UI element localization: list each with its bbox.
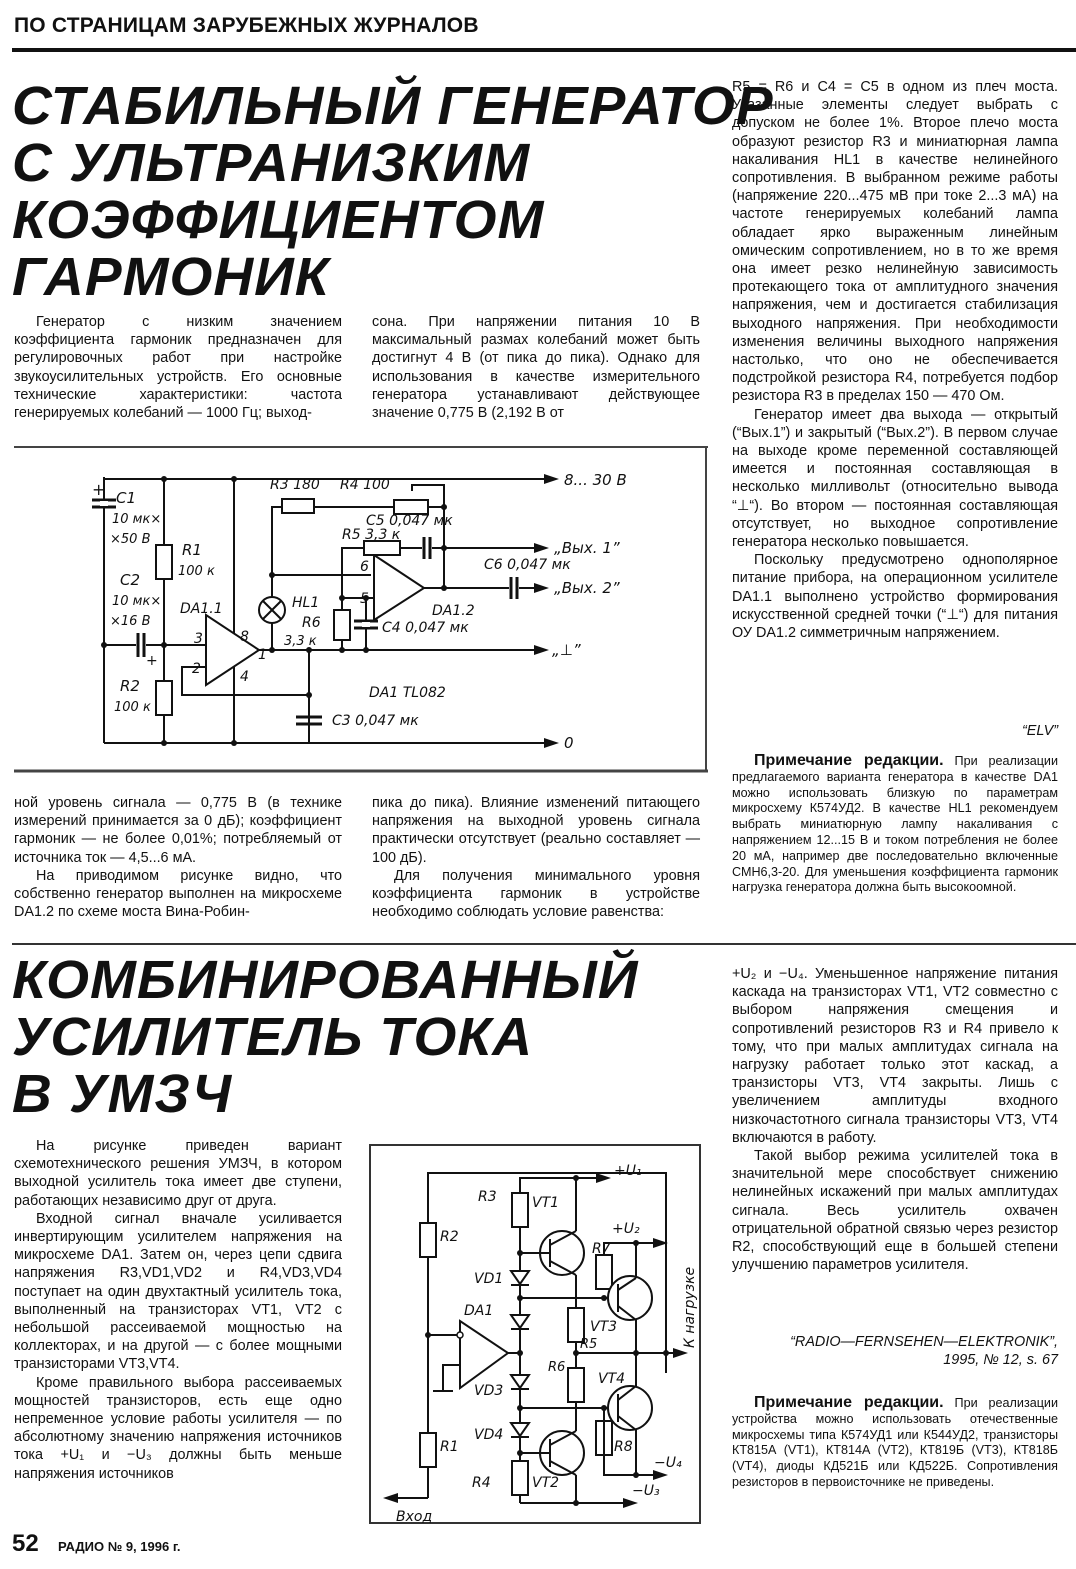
article1-editor-note: [732, 753, 1058, 896]
paragraph: +U₂ и −U₄. Уменьшенное напряжение питания каскада на транзисторах VT1, VT2 совместно с выбором напряжения смещения и сопротивлений резисторов R3 и R4 привело к тому, что при малых амплитудах сигнала на нагрузку работает только этот каскад, а транзисторы VT3, VT4 закрыты. Лишь с увеличением амплитуды входного низкочастотного сигнала транзисторы VT3, VT4 включаются в работу.: [732, 966, 1058, 1146]
c1-name: C1: [116, 489, 137, 507]
article2-editor-note: [732, 1395, 1058, 1491]
da12-opamp: [374, 555, 424, 620]
r2-resistor: [420, 1223, 436, 1257]
da11-opamp: [206, 615, 259, 685]
r6-resistor: [334, 610, 350, 640]
article1-title-line: ГАРМОНИК: [12, 247, 330, 307]
vd1-label: VD1: [474, 1271, 504, 1287]
r2-label: R2: [440, 1229, 459, 1245]
article2-col3: [732, 965, 1058, 1274]
da1-label: DA1: [464, 1303, 494, 1319]
paragraph: Для получения минимального уровня коэффициента гармоник в устройстве необходимо соблюдать условие равенства:: [372, 867, 700, 921]
r3-label: R3: [478, 1189, 497, 1205]
r6-resistor: [568, 1368, 584, 1402]
arrow-u3: [623, 1498, 638, 1508]
vt1-label: VT1: [532, 1195, 560, 1211]
note-heading: Примечание редакции.: [754, 1394, 944, 1411]
c6-label: C6 0,047 мк: [484, 557, 571, 573]
r6-name: R6: [302, 615, 321, 631]
arrow-gnd-out: [534, 645, 549, 655]
paragraph: R5 = R6 и C4 = C5 в одном из плеч моста. Указанные элементы следует выбрать с допуском не более 1%. Второе плечо моста образуют резистор R3 и миниатюрная лампа накаливания HL1 в качестве нелинейного сопротивления. В выбранном режиме работы (напряжение 220...475 мВ при токе 2...3 мА) на частоте генерируемых колебаний лампа обладает ярко выраженным линейным омическим сопротивлением, но в то же время она имеет резко нелинейную зависимость протекающего тока от амплитудного значения напряжения, чем и достигается стабилизация выходного напряжения. При необходимости изменения величины выходного напряжения настолько, что оно не обеспечивается подстройкой резистора R4, потребуется подбор резистора R3 в пределах 150 — 470 Ом.: [732, 79, 1058, 405]
c2-value: 10 мк×: [112, 594, 162, 609]
vd4-label: VD4: [474, 1427, 504, 1443]
r5-resistor: [364, 541, 400, 555]
pin6-label: 6: [360, 559, 369, 575]
r7-resistor: [596, 1255, 612, 1289]
paragraph: Поскольку предусмотрено однополярное питание прибора, на операционном усилителе DA1.1 выполнено устройство формирования искусственной средней точки (“⊥“) для питания ОУ DA1.2 симметричным напряжением.: [732, 552, 1058, 642]
u4-label: −U₄: [654, 1455, 682, 1471]
r5-label: R5: [580, 1337, 598, 1352]
vt4-label: VT4: [598, 1371, 626, 1387]
pin5-label: 5: [360, 591, 369, 607]
article1-title-line: КОЭФФИЦИЕНТОМ: [12, 190, 545, 250]
u1-label: +U₁: [614, 1163, 642, 1179]
note-heading: Примечание редакции.: [754, 752, 944, 769]
r3-resistor: [282, 499, 314, 513]
article1-title-line: С УЛЬТРАНИЗКИМ: [12, 133, 531, 193]
input-label: Вход: [396, 1509, 433, 1525]
arrow-out1: [534, 543, 549, 553]
u3-label: −U₃: [632, 1483, 660, 1499]
supply-rail: [104, 477, 544, 479]
r4-potentiometer: [394, 500, 428, 514]
arrow-u1: [596, 1173, 611, 1183]
paragraph: Кроме правильного выбора рассеиваемых мощностей транзисторов, есть еще одно непременное условие работы усилителя — по абсолютному значению напряжения источников тока +U₁ и −U₃ должны быть меньше напряжения источников: [14, 1374, 342, 1482]
da1-type-label: DA1 TL082: [369, 685, 446, 701]
da1-opamp: [460, 1321, 508, 1388]
note-text: При реализации устройства можно использовать отечественные микросхемы типа К574УД1 или К544УД2, транзисторы КТ815А (VT1), КТ814А (VT2), КТ819Б (VT3), КТ818Б (VT4), диоды КД521Б или КД522Б. Сопротивления резисторов в первоисточнике не приведены.: [732, 1396, 1059, 1489]
paragraph: Генератор имеет два выхода — открытый (“Вых.1”) и закрытый (“Вых.2”). В первом случае на выходе кроме переменной составляющей имеется и постоянная составляющая в несколько милливольт (относительно вывода “⊥“). Во втором — постоянная составляющая отсутствует, но выходное сопротивление генератора несколько повышается.: [732, 406, 1058, 551]
paragraph: Такой выбор режима усилителей тока в значительной мере способствует снижению нелинейных искажений при малых амплитудах сигнала. Весь усилитель охвачен отрицательной обратной связью через резистор R2, способствующий еще в большей степени улучшению параметров усилителя.: [732, 1148, 1058, 1274]
section-rubric: ПО СТРАНИЦАМ ЗАРУБЕЖНЫХ ЖУРНАЛОВ: [14, 14, 479, 37]
u2-label: +U₂: [612, 1221, 640, 1237]
article2-title-line: КОМБИНИРОВАННЫЙ: [12, 950, 639, 1010]
c5-label: C5 0,047 мк: [366, 513, 453, 529]
header-rule: [12, 48, 1076, 52]
r1-value: 100 к: [178, 564, 215, 579]
c1-voltage: ×50 В: [110, 532, 151, 547]
article2-title-line: УСИЛИТЕЛЬ ТОКА: [12, 1007, 534, 1067]
c4-label: C4 0,047 мк: [382, 620, 469, 636]
vd4-diode: [511, 1423, 529, 1436]
article1-col2-top: [372, 313, 700, 422]
r2-value: 100 к: [114, 700, 151, 715]
article1-col1-bottom: [14, 794, 342, 921]
r4-resistor: [512, 1461, 528, 1495]
issue-info: РАДИО № 9, 1996 г.: [58, 1539, 181, 1554]
generator-schematic: [14, 445, 708, 780]
paragraph: Генератор с низким значением коэффициента гармоник предназначен для регулировочных работ при настройке звукоусилительных устройств. Его основные технические характеристики: частота генерируемых колебаний — 1000 Гц; выход-: [14, 314, 342, 422]
r6-label: R6: [548, 1360, 566, 1375]
source-line: 1995, № 12, s. 67: [943, 1352, 1058, 1368]
pin4-label: 4: [240, 669, 249, 685]
pin3-label: 3: [194, 631, 203, 647]
r1-label: R1: [440, 1439, 459, 1455]
article2-source: [732, 1333, 1058, 1369]
supply-label: 8... 30 В: [564, 471, 627, 489]
c3-label: C3 0,047 мк: [332, 713, 419, 729]
article2-title: [12, 952, 638, 1123]
vd2-diode: [511, 1315, 529, 1328]
c2-plus: +: [146, 653, 158, 669]
article-divider: [12, 943, 1076, 945]
vd3-diode: [511, 1375, 529, 1388]
r4-label: R4: [472, 1475, 491, 1491]
arrow-out2: [534, 583, 549, 593]
arrow-ground: [544, 738, 559, 748]
c2-name: C2: [120, 571, 141, 589]
r4-label: R4 100: [340, 477, 390, 493]
article1-title-line: СТАБИЛЬНЫЙ ГЕНЕРАТОР: [12, 76, 774, 136]
vt3-label: VT3: [590, 1319, 618, 1335]
article1-col1-top: [14, 313, 342, 422]
hl1-label: HL1: [292, 595, 320, 611]
arrow-input: [383, 1493, 398, 1503]
r6-value: 3,3 к: [284, 634, 317, 649]
r1-name: R1: [182, 541, 202, 559]
c2-voltage: ×16 В: [110, 614, 151, 629]
arrow-load: [673, 1348, 688, 1358]
out2-label: „Вых. 2”: [554, 579, 620, 597]
r5-label: R5 3,3 к: [342, 527, 401, 543]
vd1-diode: [511, 1271, 529, 1284]
r1-resistor: [420, 1433, 436, 1467]
note-text: При реализации предлагаемого варианта генератора в качестве DA1 можно использовать близкую по параметрам микросхему К574УД2. В качестве HL1 рекомендуем выбрать миниатюрную лампу накаливания с напряжением 12...15 В и током потребления не более 20 мА, например две последовательно включенные СМН6,3-20. Для уменьшения коэффициента гармоник нагрузка генератора должна быть высокоомной.: [732, 754, 1059, 895]
vd3-label: VD3: [474, 1383, 504, 1399]
pin8-label: 8: [240, 629, 249, 645]
r8-label: R8: [614, 1439, 633, 1455]
pin2-label: 2: [192, 661, 201, 677]
r2-name: R2: [120, 677, 140, 695]
paragraph: ной уровень сигнала — 0,775 В (в технике измерений принимается за 0 дБ); коэффициент гармоник — не более 0,01%; потребляемый от источника ток — 4,5...6 мА.: [14, 795, 342, 866]
out1-label: „Вых. 1”: [554, 539, 620, 557]
paragraph: На приводимом рисунке видно, что собственно генератор выполнен на микросхеме DA1.2 по схеме моста Вина-Робин-: [14, 867, 342, 921]
vt4-transistor: [608, 1386, 652, 1430]
page-number: 52: [12, 1530, 39, 1557]
arrow-u4: [653, 1470, 668, 1480]
da11-label: DA1.1: [180, 601, 223, 617]
paragraph: сона. При напряжении питания 10 В максимальный размах колебаний может быть достигнут 4 В (от пика до пика). Однако для использования в качестве измерительного генератора устанавливают действующее значение 0,775 В (2,192 В от: [372, 314, 700, 422]
paragraph: На рисунке приведен вариант схемотехнического решения УМЗЧ, в котором выходной усилитель тока имеет две ступени, работающих независимо друг от друга.: [14, 1138, 342, 1209]
source-line: “RADIO—FERNSEHEN—ELEKTRONIK”,: [790, 1334, 1058, 1350]
article2-title-line: В УМЗЧ: [12, 1064, 233, 1124]
c1-value: 10 мк×: [112, 512, 162, 527]
load-label: К нагрузке: [682, 1266, 698, 1348]
article2-col1: [14, 1137, 342, 1483]
c1-plus: +: [92, 480, 106, 499]
article1-title: [12, 78, 774, 306]
gnd-label: „⊥”: [552, 641, 581, 659]
da12-label: DA1.2: [432, 603, 475, 619]
r7-label: R7: [592, 1241, 611, 1257]
paragraph: пика до пика). Влияние изменений питающего напряжения на выходной уровень сигнала практически отсутствует (реально составляет —100 дБ).: [372, 795, 700, 866]
zero-label: 0: [564, 734, 574, 752]
r3-resistor: [512, 1193, 528, 1227]
r2-resistor: [156, 681, 172, 715]
arrow-supply: [544, 474, 559, 484]
article1-source: “ELV”: [1022, 723, 1058, 739]
paragraph: Входной сигнал вначале усиливается инвертирующим усилителем напряжения на микросхеме DA1. Затем он, через цепи сдвига напряжения R3,VD1,VD2 и R4,VD3,VD4 поступает на один двухтактный усилитель тока, выполненный на транзисторах VT1, VT2 с небольшой рассеиваемой мощностью на коллекторах, и на другой — с более мощными транзисторами VT3,VT4.: [14, 1210, 342, 1373]
pin1-label: 1: [258, 647, 267, 663]
amplifier-schematic: [368, 1143, 702, 1527]
article1-col2-bottom: [372, 794, 700, 921]
r1-resistor: [156, 545, 172, 579]
r3-label: R3 180: [270, 477, 320, 493]
vt2-label: VT2: [532, 1475, 560, 1491]
article1-col3: [732, 78, 1058, 642]
